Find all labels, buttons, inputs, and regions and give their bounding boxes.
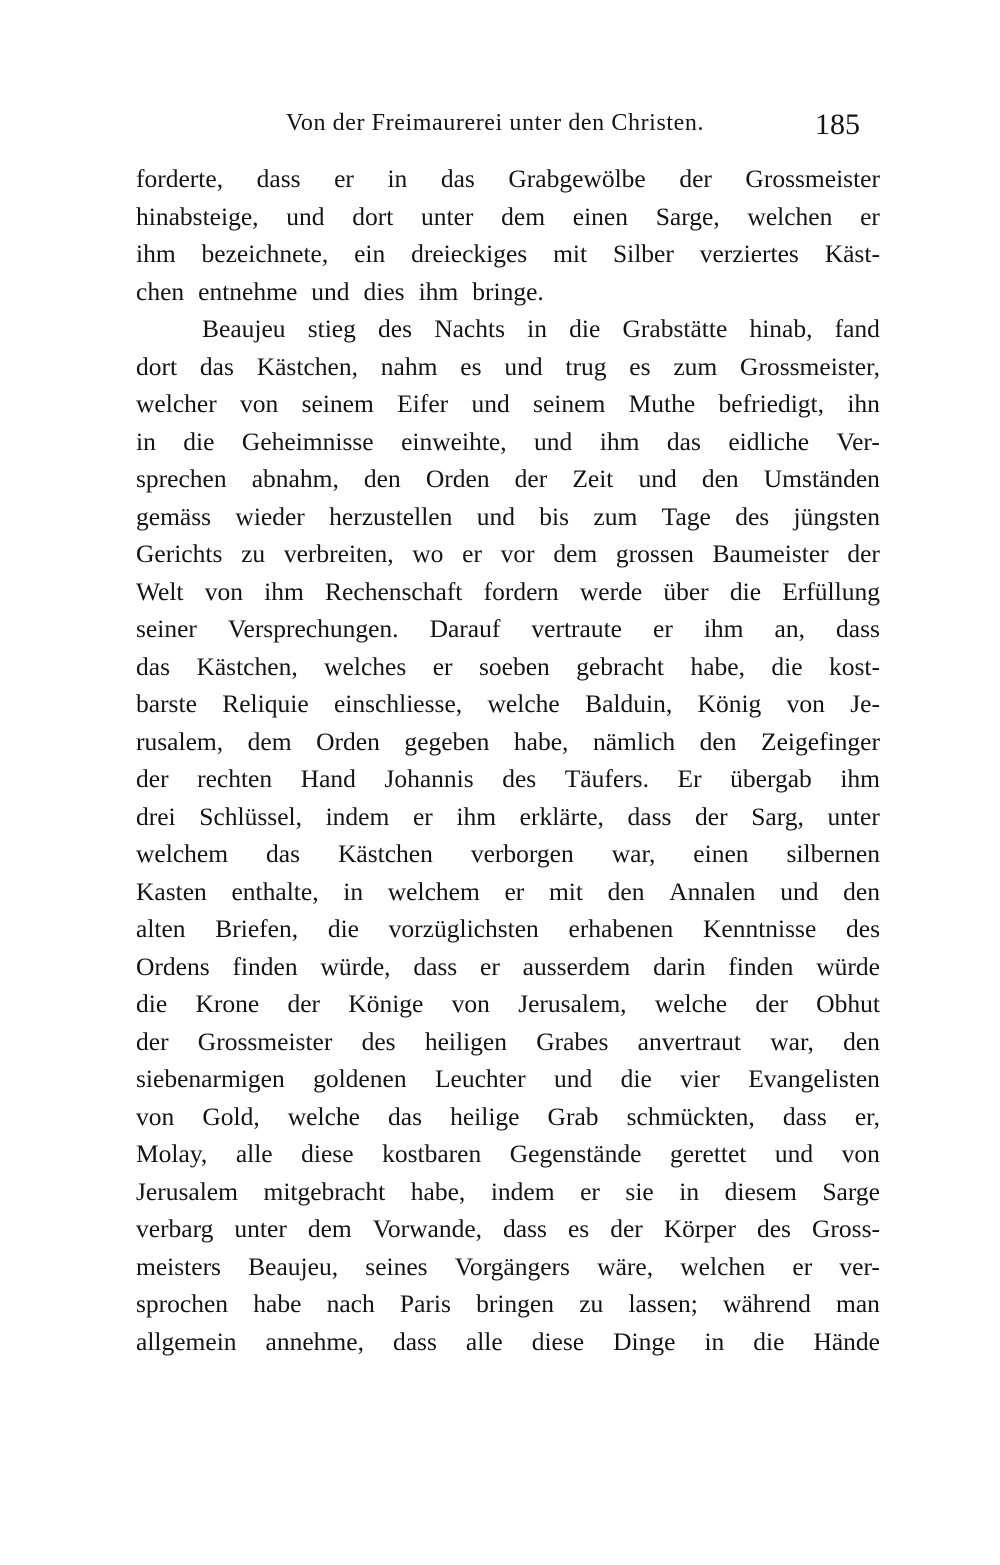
text-line: die Krone der Könige von Jerusalem, welche der Obhut: [136, 989, 880, 1018]
text-line: forderte, dass er in das Grabgewölbe der Grossmeister: [136, 164, 880, 193]
text-line: Beaujeu stieg des Nachts in die Grabstätte hinab, fand: [202, 314, 880, 343]
text-line: von Gold, welche das heilige Grab schmückten, dass er,: [136, 1101, 880, 1131]
running-head: Von der Freimaurerei unter den Christen.: [286, 110, 705, 136]
text-line: Jerusalem mitgebracht habe, indem er sie in diesem Sarge: [136, 1176, 880, 1206]
text-line: hinabsteige, und dort unter dem einen Sarge, welchen er: [136, 201, 880, 231]
text-line: dort das Kästchen, nahm es und trug es zum Grossmeister,: [136, 351, 880, 381]
text-line: welcher von seinem Eifer und seinem Muthe befriedigt, ihn: [136, 389, 880, 418]
text-line: allgemein annehme, dass alle diese Dinge in die Hände: [136, 1326, 880, 1356]
text-line: alten Briefen, die vorzüglichsten erhabenen Kenntnisse des: [136, 914, 880, 943]
text-line: Gerichts zu verbreiten, wo er vor dem grossen Baumeister der: [136, 539, 880, 568]
text-line: Welt von ihm Rechenschaft fordern werde über die Erfüllung: [136, 576, 880, 606]
text-line: ihm bezeichnete, ein dreieckiges mit Silber verziertes Käst-: [136, 239, 880, 268]
text-line: das Kästchen, welches er soeben gebracht habe, die kost-: [136, 651, 880, 681]
text-line: rusalem, dem Orden gegeben habe, nämlich den Zeigefinger: [136, 726, 880, 756]
text-line: meisters Beaujeu, seines Vorgängers wäre, welchen er ver-: [136, 1251, 880, 1281]
text-line: verbarg unter dem Vorwande, dass es der Körper des Gross-: [136, 1214, 880, 1243]
text-line: seiner Versprechungen. Darauf vertraute er ihm an, dass: [136, 614, 880, 643]
text-line: Molay, alle diese kostbaren Gegenstände gerettet und von: [136, 1139, 880, 1168]
text-line: Kasten enthalte, in welchem er mit den Annalen und den: [136, 876, 880, 906]
body-text: [136, 160, 880, 1360]
text-line: in die Geheimnisse einweihte, und ihm das eidliche Ver-: [136, 426, 880, 456]
text-line: der rechten Hand Johannis des Täufers. Er übergab ihm: [136, 764, 880, 793]
text-line: drei Schlüssel, indem er ihm erklärte, dass der Sarg, unter: [136, 801, 880, 831]
text-line: gemäss wieder herzustellen und bis zum Tage des jüngsten: [136, 501, 880, 531]
text-line: sprochen habe nach Paris bringen zu lassen; während man: [136, 1289, 880, 1318]
text-line: chen entnehme und dies ihm bringe.: [136, 276, 544, 306]
text-line: der Grossmeister des heiligen Grabes anvertraut war, den: [136, 1026, 880, 1056]
text-line: Ordens finden würde, dass er ausserdem darin finden würde: [136, 951, 880, 981]
text-line: siebenarmigen goldenen Leuchter und die vier Evangelisten: [136, 1064, 880, 1093]
paragraph: [136, 310, 880, 1360]
text-line: welchem das Kästchen verborgen war, einen silbernen: [136, 839, 880, 868]
page-number: 185: [815, 108, 860, 141]
text-line: sprechen abnahm, den Orden der Zeit und den Umständen: [136, 464, 880, 493]
text-line: barste Reliquie einschliesse, welche Balduin, König von Je-: [136, 689, 880, 718]
paragraph: [136, 160, 880, 310]
